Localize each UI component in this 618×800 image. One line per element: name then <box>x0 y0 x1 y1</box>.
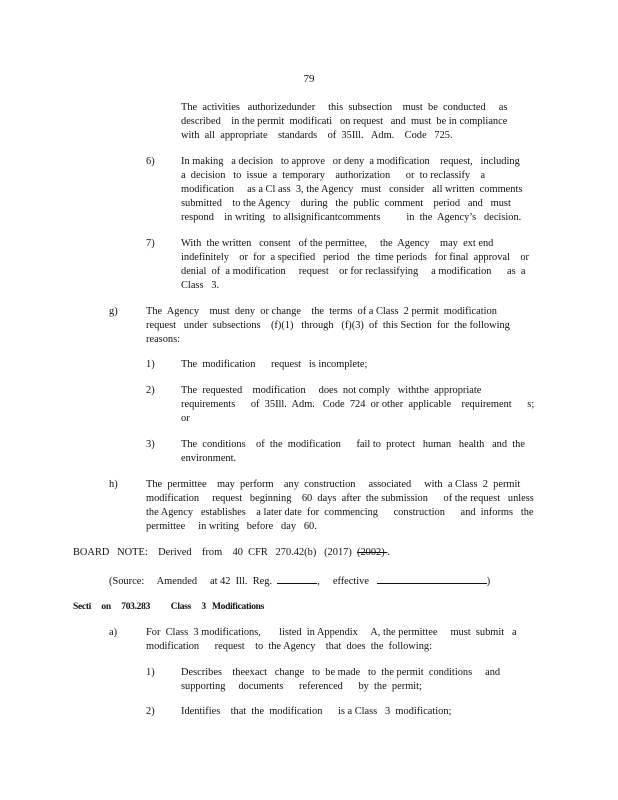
intro-line: with all appropriate standards of 35Ill. Adm. Code 725. <box>181 130 453 141</box>
struck-text: (2002) <box>357 547 388 558</box>
item-line: In making a decision to approve or deny a modification request, including <box>181 156 520 167</box>
subsection-line: The Agency must deny or change the terms of a Class 2 permit modification <box>146 306 497 317</box>
subsection-label: g) <box>109 306 118 317</box>
subsection-line: The permittee may perform any construction associated with a Class 2 permit <box>146 479 521 490</box>
register-blank <box>277 573 317 584</box>
subsection-line: For Class 3 modifications, listed in Appendix A, the permittee must submit a <box>146 627 517 638</box>
subsection-line: modification request to the Agency that does the following: <box>146 641 432 652</box>
item-line: denial of a modification request or for reclassifying a modification as a <box>181 266 526 277</box>
subsection-line: the Agency establishes a later date for commencing construction and informs the <box>146 507 534 518</box>
section-word: Secti <box>73 602 92 612</box>
board-note-period: . <box>387 547 390 558</box>
item-line: Identifies that the modification is a Class 3 modification; <box>181 706 452 717</box>
board-note <box>73 546 390 560</box>
subsection-line: request under subsections (f)(1) through (f)(3) of this Section for the following <box>146 320 510 331</box>
subsection-label: h) <box>109 479 118 490</box>
section-number: 703.283 <box>121 602 151 612</box>
item-line: Describes theexact change to be made to the permit conditions and <box>181 667 501 678</box>
item-line: The conditions of the modification fail to protect human health and the <box>181 439 525 450</box>
item-line: respond in writing to allsignificantcomments in the Agency’s decision. <box>181 212 522 223</box>
board-note-text: BOARD NOTE: Derived from 40 CFR 270.42(b) (2017) <box>73 547 357 558</box>
item-line: submitted to the Agency during the public comment period and must <box>181 198 511 209</box>
subsection-line: reasons: <box>146 334 181 345</box>
section-word-end: on <box>101 602 111 612</box>
subsection-line: modification request beginning 60 days after the submission of the request unless <box>146 493 534 504</box>
section-heading <box>73 600 264 614</box>
item-number: 1) <box>146 359 155 370</box>
item-line: modification as a Cl ass 3, the Agency must consider all written comments <box>181 184 523 195</box>
source-note <box>109 573 490 589</box>
subsection-line: permittee in writing before day 60. <box>146 521 317 532</box>
section-title: Class 3 Modifications <box>170 602 265 612</box>
item-line: environment. <box>181 453 237 464</box>
item-line: With the written consent of the permittee, the Agency may ext end <box>181 238 494 249</box>
item-line: requirements of 35Ill. Adm. Code 724 or other applicable requirement s; <box>181 399 535 410</box>
item-line: a decision to issue a temporary authorization or to reclassify a <box>181 170 486 181</box>
item-number: 6) <box>146 156 155 167</box>
item-number: 3) <box>146 439 155 450</box>
item-number: 7) <box>146 238 155 249</box>
item-line: supporting documents referenced by the permit; <box>181 681 422 692</box>
page-number: 79 <box>303 73 315 85</box>
intro-line: described in the permit modificati on request and must be in compliance <box>181 116 508 127</box>
item-number: 1) <box>146 667 155 678</box>
item-line: The requested modification does not comply withthe appropriate <box>181 385 482 396</box>
effective-date-blank <box>377 573 487 584</box>
item-number: 2) <box>146 706 155 717</box>
item-line: or <box>181 413 190 424</box>
item-number: 2) <box>146 385 155 396</box>
source-effective: , effective <box>317 576 369 587</box>
source-text: (Source: Amended at 42 Ill. Reg. <box>109 576 273 587</box>
source-close: ) <box>486 576 491 587</box>
subsection-label: a) <box>109 627 118 638</box>
intro-line: The activities authorizedunder this subsection must be conducted as <box>181 102 508 113</box>
item-line: Class 3. <box>181 280 220 291</box>
item-line: The modification request is incomplete; <box>181 359 368 370</box>
item-line: indefinitely or for a specified period the time periods for final approval or <box>181 252 529 263</box>
